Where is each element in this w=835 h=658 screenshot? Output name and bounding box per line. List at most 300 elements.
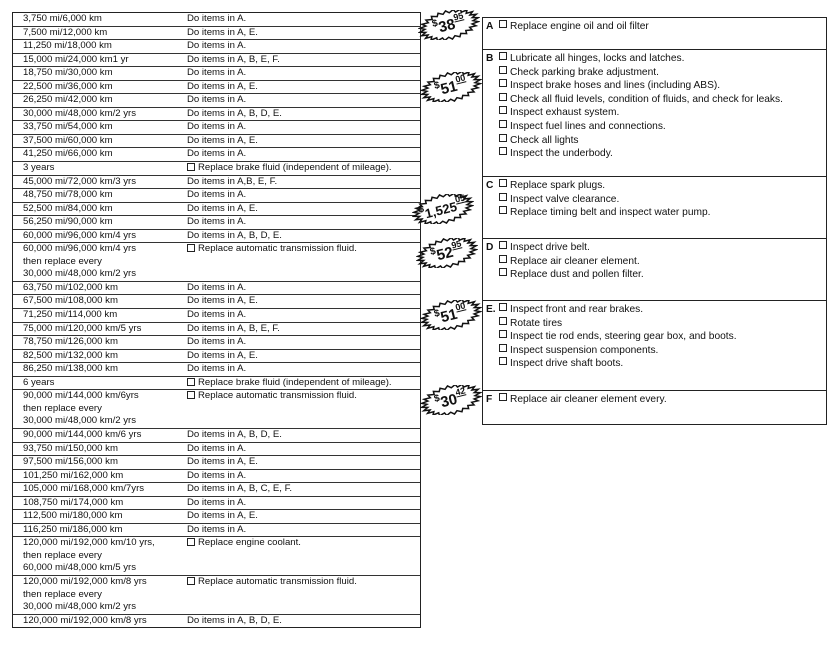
mileage-interval [13,54,187,67]
service-action [187,81,420,94]
service-action [187,323,420,336]
mileage-interval [13,429,187,442]
schedule-row [13,295,420,309]
service-action [187,615,420,628]
checkbox[interactable] [499,303,507,311]
mileage-line: 6 years [23,376,55,388]
action-text: Do items in A,B, E, F. [187,175,278,187]
service-action [187,162,420,175]
checkbox[interactable] [499,241,507,249]
service-action [187,216,420,229]
service-action [187,350,420,363]
price-dollar-sign: $ [417,203,426,216]
service-action [187,470,420,483]
mileage-line: 116,250 mi/186,000 km [23,523,123,535]
service-action [187,94,420,107]
item-group-e [483,301,826,391]
service-item-text: Check all fluid levels, condition of fluids, and check for leaks. [510,93,783,105]
mileage-interval [13,108,187,121]
service-item [486,52,826,66]
price-cents: 05 [453,192,467,205]
service-item-text: Rotate tires [510,317,563,329]
price-dollars: 30 [438,390,459,411]
service-action [187,309,420,322]
action-text: Do items in A, E. [187,202,258,214]
schedule-row [13,537,420,576]
mileage-interval [13,40,187,53]
price-cents: 95 [450,238,463,251]
schedule-row [13,377,420,391]
action-text: Do items in A. [187,442,247,454]
action-text: Replace engine coolant. [198,537,301,549]
price-dollars: 51 [438,77,459,98]
price-dollar-sign: $ [432,79,441,92]
schedule-row [13,108,420,122]
mileage-interval [13,323,187,336]
service-action [187,456,420,469]
mileage-interval [13,230,187,243]
mileage-interval [13,390,187,428]
checkbox[interactable] [499,93,507,101]
service-action [187,40,420,53]
checkbox[interactable] [187,163,195,171]
schedule-row [13,323,420,337]
action-text: Do items in A. [187,496,247,508]
mileage-line: 37,500 mi/60,000 km [23,134,113,146]
mileage-interval [13,443,187,456]
price-dollars: 51 [438,305,459,326]
mileage-line: 30,000 mi/48,000 km/2 yrs [23,601,137,613]
service-item-text: Inspect the underbody. [510,148,613,160]
mileage-interval [13,216,187,229]
service-action [187,189,420,202]
checkbox[interactable] [187,577,195,585]
mileage-line: 11,250 mi/18,000 km [23,40,112,52]
action-text: Do items in A. [187,40,247,52]
schedule-row [13,243,420,282]
schedule-row [13,309,420,323]
price-dollar-sign: $ [428,245,437,258]
group-letter [486,79,499,93]
schedule-row [13,13,420,27]
group-letter: C [486,180,494,191]
group-letter [486,120,499,134]
mileage-line: 7,500 mi/12,000 km [23,26,108,38]
checkbox[interactable] [499,20,507,28]
action-text: Do items in A. [187,13,247,24]
mileage-interval [13,524,187,537]
service-item [486,93,826,107]
checkbox[interactable] [499,255,507,263]
service-action [187,148,420,161]
mileage-interval [13,456,187,469]
checkbox[interactable] [187,391,195,399]
schedule-row [13,148,420,162]
mileage-line: 41,250 mi/66,000 km [23,148,113,160]
service-item-text: Inspect exhaust system. [510,107,620,119]
price-sticker [418,10,480,40]
mileage-line: 18,750 mi/30,000 km [23,67,113,79]
mileage-interval [13,295,187,308]
mileage-interval [13,483,187,496]
service-action [187,121,420,134]
service-item-text: Lubricate all hinges, locks and latches. [510,53,685,64]
service-action [187,524,420,537]
service-action [187,67,420,80]
service-item [486,79,826,93]
schedule-row [13,230,420,244]
item-group-d [483,239,826,301]
group-letter [486,330,499,344]
mileage-interval [13,189,187,202]
mileage-line: 26,250 mi/42,000 km [23,94,113,106]
mileage-line: then replace every [23,549,102,561]
mileage-line: then replace every [23,255,102,267]
action-text: Do items in A. [187,309,247,321]
schedule-row [13,336,420,350]
service-action [187,429,420,442]
mileage-line: 30,000 mi/48,000 km/2 yrs [23,107,137,119]
schedule-row [13,40,420,54]
service-item [486,106,826,120]
action-text: Replace automatic transmission fluid. [198,243,357,255]
checkbox[interactable] [187,244,195,252]
service-item-text: Inspect fuel lines and connections. [510,120,666,132]
group-letter: A [486,21,494,32]
service-item [486,147,826,161]
service-action [187,27,420,40]
mileage-interval [13,510,187,523]
service-item-text: Replace spark plugs. [510,180,606,191]
mileage-interval [13,203,187,216]
service-item [486,20,826,34]
group-letter [486,134,499,148]
group-letter: E. [486,304,496,315]
schedule-row [13,363,420,377]
checkbox[interactable] [499,52,507,60]
checkbox[interactable] [499,193,507,201]
schedule-row [13,510,420,524]
action-text: Do items in A. [187,189,247,201]
service-action [187,135,420,148]
schedule-row [13,443,420,457]
group-letter [486,255,499,269]
checkbox[interactable] [187,378,195,386]
checkbox[interactable] [499,66,507,74]
group-letter [486,268,499,282]
service-action [187,336,420,349]
action-text: Do items in A. [187,148,247,160]
maintenance-schedule-table [12,12,421,628]
service-item [486,268,826,282]
service-item-text: Replace air cleaner element. [510,255,640,267]
schedule-row [13,216,420,230]
service-item-text: Inspect drive belt. [510,242,590,253]
group-letter: F [486,394,493,405]
service-action [187,230,420,243]
action-text: Do items in A, E. [187,349,258,361]
action-text: Do items in A, B, C, E, F. [187,483,293,495]
action-text: Do items in A. [187,216,247,228]
price-sticker [420,72,482,102]
mileage-line: then replace every [23,588,102,600]
mileage-interval [13,537,187,575]
action-text: Do items in A. [187,469,247,481]
service-action [187,576,420,614]
checkbox[interactable] [499,106,507,114]
service-action [187,203,420,216]
price-dollar-sign: $ [432,307,441,320]
action-text: Do items in A, B, D, E. [187,428,282,440]
mileage-line: 75,000 mi/120,000 km/5 yrs [23,322,142,334]
group-letter [486,357,499,371]
mileage-line: 56,250 mi/90,000 km [23,216,113,228]
service-item-text: Replace dust and pollen filter. [510,269,644,281]
mileage-interval [13,363,187,376]
price-cents: 42 [454,385,467,398]
action-text: Replace brake fluid (independent of mileage). [198,376,392,388]
service-item-text: Check all lights [510,134,579,146]
price-sticker [420,385,482,415]
service-action [187,483,420,496]
mileage-line: 15,000 mi/24,000 km1 yr [23,53,129,65]
mileage-line: 30,000 mi/48,000 km/2 yrs [23,268,137,280]
mileage-line: 105,000 mi/168,000 km/7yrs [23,483,145,495]
service-item [486,66,826,80]
checkbox[interactable] [499,134,507,142]
service-item [486,357,826,371]
checkbox[interactable] [499,147,507,155]
price-cents: 00 [454,72,467,85]
mileage-interval [13,148,187,161]
service-item-text: Inspect front and rear brakes. [510,304,644,315]
mileage-line: 82,500 mi/132,000 km [23,349,118,361]
action-text: Replace brake fluid (independent of mileage). [198,162,392,174]
mileage-interval [13,350,187,363]
service-action [187,13,420,26]
action-text: Do items in A. [187,523,247,535]
checkbox[interactable] [187,538,195,546]
mileage-line: 60,000 mi/96,000 km/4 yrs [23,229,137,241]
checkbox[interactable] [499,179,507,187]
service-item [486,206,826,220]
price-cents: 95 [452,10,465,23]
group-letter [486,106,499,120]
service-item-text: Replace engine oil and oil filter [510,21,649,32]
service-action [187,537,420,575]
action-text: Replace automatic transmission fluid. [198,390,357,402]
mileage-line: 22,500 mi/36,000 km [23,80,113,92]
item-group-f [483,391,826,424]
schedule-row [13,135,420,149]
service-items-table [482,17,827,425]
action-text: Do items in A. [187,363,247,375]
group-letter [486,317,499,331]
group-letter [486,193,499,207]
action-text: Do items in A, E. [187,456,258,468]
service-item [486,120,826,134]
mileage-interval [13,13,187,26]
schedule-row [13,524,420,538]
service-action [187,377,420,390]
mileage-line: 120,000 mi/192,000 km/8 yrs [23,575,147,587]
checkbox[interactable] [499,317,507,325]
service-action [187,282,420,295]
mileage-interval [13,576,187,614]
mileage-line: 108,750 mi/174,000 km [23,496,124,508]
mileage-line: 93,750 mi/150,000 km [23,442,118,454]
mileage-line: 45,000 mi/72,000 km/3 yrs [23,175,137,187]
mileage-interval [13,243,187,281]
service-action [187,363,420,376]
price-dollar-sign: $ [432,392,441,405]
mileage-interval [13,135,187,148]
mileage-line: 3,750 mi/6,000 km [23,13,102,24]
mileage-line: 48,750 mi/78,000 km [23,189,113,201]
service-item-text: Check parking brake adjustment. [510,66,659,78]
schedule-row [13,67,420,81]
action-text: Do items in A, E. [187,295,258,307]
service-action [187,510,420,523]
group-letter: D [486,242,494,253]
schedule-row [13,203,420,217]
schedule-row [13,470,420,484]
schedule-row [13,429,420,443]
mileage-interval [13,615,187,628]
service-action [187,176,420,189]
service-item [486,134,826,148]
action-text: Do items in A, E. [187,26,258,38]
schedule-row [13,121,420,135]
mileage-line: 33,750 mi/54,000 km [23,121,113,133]
service-item [486,317,826,331]
schedule-row [13,483,420,497]
mileage-interval [13,94,187,107]
schedule-row [13,54,420,68]
service-item-text: Replace air cleaner element every. [510,394,667,405]
schedule-row [13,162,420,176]
service-action [187,443,420,456]
service-item-text: Inspect drive shaft boots. [510,358,624,370]
price-dollar-sign: $ [430,17,439,30]
mileage-line: 52,500 mi/84,000 km [23,202,113,214]
action-text: Do items in A. [187,336,247,348]
schedule-row [13,282,420,296]
schedule-row [13,27,420,41]
mileage-line: 90,000 mi/144,000 km/6 yrs [23,428,142,440]
service-item-text: Replace timing belt and inspect water pump. [510,207,711,219]
item-group-a [483,18,826,50]
service-action [187,390,420,428]
checkbox[interactable] [499,344,507,352]
price-cents: 00 [454,300,467,313]
mileage-interval [13,27,187,40]
mileage-interval [13,176,187,189]
action-text: Do items in A, E. [187,80,258,92]
group-letter: B [486,53,494,64]
mileage-interval [13,497,187,510]
mileage-line: 63,750 mi/102,000 km [23,281,118,293]
mileage-line: 97,500 mi/156,000 km [23,456,118,468]
schedule-row [13,456,420,470]
schedule-row [13,615,420,628]
group-letter [486,66,499,80]
price-sticker [420,300,482,330]
service-item-text: Inspect tie rod ends, steering gear box, and boots. [510,331,737,343]
checkbox[interactable] [499,330,507,338]
action-text: Do items in A, B, D, E. [187,229,282,241]
action-text: Do items in A, B, E, F. [187,53,280,65]
mileage-interval [13,336,187,349]
checkbox[interactable] [499,268,507,276]
group-letter [486,344,499,358]
service-action [187,295,420,308]
mileage-interval [13,81,187,94]
service-item [486,255,826,269]
schedule-row [13,176,420,190]
mileage-interval [13,282,187,295]
schedule-row [13,94,420,108]
group-letter [486,206,499,220]
mileage-interval [13,121,187,134]
action-text: Do items in A, B, D, E. [187,614,282,626]
checkbox[interactable] [499,79,507,87]
schedule-row [13,350,420,364]
checkbox[interactable] [499,206,507,214]
service-action [187,243,420,281]
mileage-interval [13,377,187,390]
mileage-line: 78,750 mi/126,000 km [23,336,118,348]
action-text: Do items in A. [187,121,247,133]
schedule-row [13,81,420,95]
mileage-interval [13,470,187,483]
action-text: Do items in A, E. [187,134,258,146]
mileage-line: 120,000 mi/192,000 km/8 yrs [23,614,147,626]
checkbox[interactable] [499,357,507,365]
price-dollars: 52 [434,243,455,264]
mileage-line: 101,250 mi/162,000 km [23,469,124,481]
mileage-line: 71,250 mi/114,000 km [23,309,118,321]
price-sticker [416,238,478,268]
service-item [486,393,826,407]
service-item [486,241,826,255]
price-sticker [412,194,474,224]
checkbox[interactable] [499,120,507,128]
service-item [486,179,826,193]
mileage-interval [13,67,187,80]
schedule-row [13,189,420,203]
action-text: Do items in A. [187,94,247,106]
item-group-b [483,50,826,177]
mileage-line: 112,500 mi/180,000 km [23,510,123,522]
action-text: Do items in A. [187,281,247,293]
action-text: Do items in A, B, D, E. [187,107,282,119]
schedule-row [13,497,420,511]
mileage-interval [13,309,187,322]
checkbox[interactable] [499,393,507,401]
service-action [187,54,420,67]
service-item-text: Inspect valve clearance. [510,193,620,205]
service-item [486,303,826,317]
service-action [187,497,420,510]
action-text: Do items in A. [187,67,247,79]
mileage-line: 120,000 mi/192,000 km/10 yrs, [23,537,155,549]
mileage-line: then replace every [23,402,102,414]
schedule-row [13,576,420,615]
mileage-line: 86,250 mi/138,000 km [23,363,118,375]
service-action [187,108,420,121]
action-text: Do items in A, E. [187,510,258,522]
